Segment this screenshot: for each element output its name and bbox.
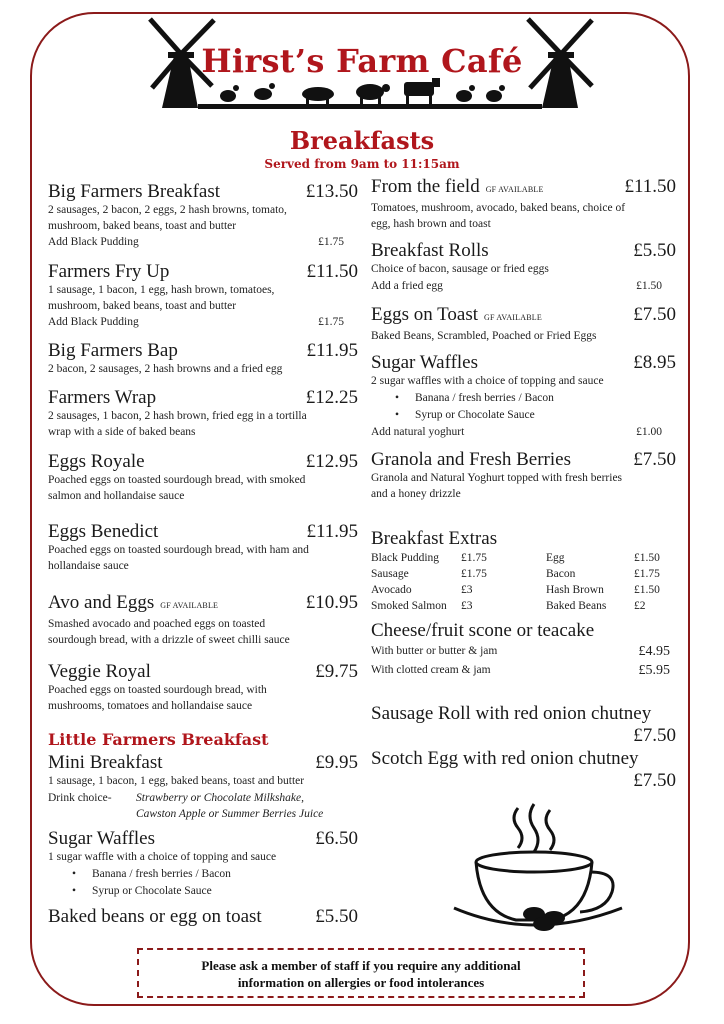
menu-item-price: £11.50 bbox=[624, 176, 676, 197]
extra-price: £1.75 bbox=[461, 568, 487, 580]
menu-item-price: £11.95 bbox=[306, 340, 358, 361]
menu-item-title: Sugar Waffles bbox=[371, 352, 478, 373]
menu-item-description: mushroom, baked beans, toast and butter bbox=[48, 219, 237, 232]
drink-choice-label: Drink choice- bbox=[48, 791, 112, 804]
menu-item bbox=[48, 592, 358, 648]
extra-price: £1.75 bbox=[634, 568, 660, 580]
page-title: Breakfasts bbox=[289, 126, 435, 155]
menu-item-description: hollandaise sauce bbox=[48, 559, 129, 572]
menu-item bbox=[48, 451, 358, 504]
menu-item bbox=[48, 906, 358, 928]
menu-item-header bbox=[371, 176, 676, 201]
menu-item bbox=[48, 661, 358, 714]
gf-available-badge: GF AVAILABLE bbox=[484, 313, 542, 322]
add-on-row bbox=[48, 314, 358, 330]
menu-item-title: Breakfast Rolls bbox=[371, 240, 489, 261]
menu-item-price: £9.95 bbox=[315, 752, 358, 773]
menu-item-description: and a honey drizzle bbox=[371, 487, 461, 500]
title-group bbox=[371, 176, 544, 201]
menu-item bbox=[371, 748, 676, 792]
add-on-price: £1.75 bbox=[318, 236, 344, 248]
menu-item-header bbox=[48, 387, 358, 409]
menu-item-header bbox=[48, 521, 358, 543]
menu-item bbox=[48, 387, 358, 440]
menu-item-title: Farmers Fry Up bbox=[48, 261, 170, 282]
bullet-icon: • bbox=[395, 391, 400, 404]
menu-item-description: Choice of bacon, sausage or fried eggs bbox=[371, 263, 549, 275]
menu-item-description: mushroom, baked beans, toast and butter bbox=[48, 299, 237, 312]
scone-option bbox=[371, 642, 676, 661]
bullet-option bbox=[371, 390, 676, 407]
served-times: Served from 9am to 11:15am bbox=[264, 157, 460, 171]
title-group bbox=[371, 352, 478, 374]
add-on-row bbox=[371, 278, 676, 294]
menu-item-title: Veggie Royal bbox=[48, 661, 151, 682]
menu-item-price: £12.95 bbox=[305, 451, 358, 472]
menu-item-description: Poached eggs on toasted sourdough bread, with smoked bbox=[48, 474, 306, 486]
extra-price: £3 bbox=[461, 584, 473, 596]
bullet-icon: • bbox=[395, 408, 400, 421]
menu-item-title: Granola and Fresh Berries bbox=[371, 449, 571, 470]
menu-item-header bbox=[48, 181, 358, 203]
scone-option-price: £4.95 bbox=[638, 644, 670, 659]
scone-section bbox=[371, 620, 676, 680]
menu-item-title: Sausage Roll with red onion chutney bbox=[371, 703, 652, 724]
coffee-cup-illustration bbox=[448, 800, 638, 934]
cafe-name: Hirst’s Farm Café bbox=[201, 42, 523, 80]
menu-item-title: Mini Breakfast bbox=[48, 752, 163, 773]
gf-available-badge: GF AVAILABLE bbox=[160, 601, 219, 610]
menu-item-title: From the field bbox=[371, 176, 480, 197]
menu-item bbox=[371, 449, 676, 502]
menu-item-description: 1 sausage, 1 bacon, 1 egg, baked beans, toast and butter bbox=[48, 775, 305, 787]
title-group bbox=[371, 240, 489, 262]
title-group bbox=[48, 261, 169, 283]
extra-price: £1.50 bbox=[634, 552, 660, 564]
extra-price: £1.75 bbox=[461, 552, 487, 564]
scone-option bbox=[371, 661, 676, 680]
menu-item-description: sourdough bread, with a drizzle of sweet chilli sauce bbox=[48, 633, 290, 646]
menu-item bbox=[371, 304, 676, 345]
extra-name: Black Pudding bbox=[371, 552, 440, 564]
bullet-text: Syrup or Chocolate Sauce bbox=[415, 408, 535, 421]
menu-item-header bbox=[48, 451, 358, 473]
little-farmers-heading: Little Farmers Breakfast bbox=[48, 730, 269, 749]
title-group bbox=[48, 181, 220, 203]
extras-grid bbox=[371, 550, 676, 614]
title-group bbox=[371, 449, 571, 471]
drink-options bbox=[136, 790, 358, 822]
menu-item-price: £11.95 bbox=[306, 521, 358, 542]
menu-item-header bbox=[48, 906, 358, 928]
menu-item-price: £7.50 bbox=[633, 770, 676, 791]
menu-item-description: Poached eggs on toasted sourdough bread, with bbox=[48, 684, 267, 696]
menu-item-header bbox=[371, 240, 676, 262]
add-on-row bbox=[48, 234, 358, 250]
drink-option: Strawberry or Chocolate Milkshake, bbox=[136, 791, 305, 804]
bullet-text: Syrup or Chocolate Sauce bbox=[92, 884, 212, 897]
menu-item-header bbox=[48, 752, 358, 774]
title-group bbox=[48, 828, 155, 850]
menu-item-description: 1 sausage, 1 bacon, 1 egg, hash brown, tomatoes, bbox=[48, 284, 275, 296]
menu-item-description: egg, hash brown and toast bbox=[371, 217, 491, 230]
scone-option-label: With butter or butter & jam bbox=[371, 645, 498, 657]
menu-item-description: 1 sugar waffle with a choice of topping and sauce bbox=[48, 851, 277, 863]
menu-item-description: 2 sausages, 2 bacon, 2 eggs, 2 hash browns, tomato, bbox=[48, 204, 287, 216]
menu-item-price: £7.50 bbox=[633, 725, 676, 746]
bullet-text: Banana / fresh berries / Bacon bbox=[415, 391, 554, 404]
title-group bbox=[48, 451, 145, 473]
title-group bbox=[48, 752, 163, 774]
add-on-price: £1.00 bbox=[636, 425, 662, 438]
menu-item-title: Sugar Waffles bbox=[48, 828, 155, 849]
menu-item bbox=[48, 181, 358, 250]
menu-item-description: Baked Beans, Scrambled, Poached or Fried Eggs bbox=[371, 330, 597, 342]
add-on-label: Add Black Pudding bbox=[48, 236, 139, 248]
add-on-label: Add natural yoghurt bbox=[371, 425, 465, 438]
menu-item-title: Big Farmers Breakfast bbox=[48, 181, 221, 202]
menu-item-description: mushrooms, tomatoes and hollandaise sauce bbox=[48, 699, 253, 712]
scone-title: Cheese/fruit scone or teacake bbox=[371, 620, 595, 641]
gf-available-badge: GF AVAILABLE bbox=[485, 185, 544, 194]
drink-option: Cawston Apple or Summer Berries Juice bbox=[136, 807, 324, 820]
menu-item-description: Tomatoes, mushroom, avocado, baked beans, choice of bbox=[371, 202, 626, 214]
menu-item-description: Smashed avocado and poached eggs on toasted bbox=[48, 618, 266, 630]
title-group bbox=[48, 592, 218, 617]
menu-item bbox=[48, 521, 358, 574]
extras-title: Breakfast Extras bbox=[371, 528, 498, 549]
menu-item-price: £7.50 bbox=[633, 449, 676, 470]
extra-name: Egg bbox=[546, 552, 565, 564]
menu-item-price: £12.25 bbox=[305, 387, 358, 408]
menu-item-description: 2 bacon, 2 sausages, 2 hash browns and a fried egg bbox=[48, 363, 283, 375]
menu-item bbox=[48, 828, 358, 900]
menu-item-title: Avo and Eggs bbox=[48, 592, 155, 613]
title-group bbox=[371, 304, 542, 329]
extra-name: Hash Brown bbox=[546, 584, 604, 596]
add-on-row bbox=[371, 424, 676, 440]
menu-item-header bbox=[48, 828, 358, 850]
menu-item-description: salmon and hollandaise sauce bbox=[48, 489, 185, 502]
extra-price: £1.50 bbox=[634, 584, 660, 596]
title-group bbox=[48, 340, 178, 362]
menu-item-price: £5.50 bbox=[633, 240, 676, 261]
menu-item-title: Scotch Egg with red onion chutney bbox=[371, 748, 639, 769]
extra-price: £3 bbox=[461, 600, 473, 612]
bullet-icon: • bbox=[72, 867, 77, 880]
drink-choice bbox=[48, 790, 358, 822]
breakfast-extras bbox=[371, 528, 676, 614]
add-on-label: Add Black Pudding bbox=[48, 316, 139, 328]
menu-item bbox=[371, 703, 676, 747]
menu-item-price-row bbox=[371, 770, 676, 792]
menu-item-header bbox=[48, 661, 358, 683]
menu-item-title: Baked beans or egg on toast bbox=[48, 906, 262, 927]
menu-item-price: £7.50 bbox=[633, 304, 676, 325]
menu-item bbox=[48, 261, 358, 330]
menu-item-header bbox=[48, 340, 358, 362]
menu-item-description: 2 sugar waffles with a choice of topping and sauce bbox=[371, 375, 604, 387]
menu-item-price: £8.95 bbox=[633, 352, 676, 373]
allergy-notice bbox=[137, 948, 585, 998]
scone-option-price: £5.95 bbox=[638, 663, 670, 678]
extra-name: Smoked Salmon bbox=[371, 600, 447, 612]
bullet-text: Banana / fresh berries / Bacon bbox=[92, 867, 231, 880]
menu-item-price: £10.95 bbox=[305, 592, 358, 613]
menu-item-title: Big Farmers Bap bbox=[48, 340, 178, 361]
menu-item-header bbox=[371, 304, 676, 329]
menu-item-description: Poached eggs on toasted sourdough bread, with ham and bbox=[48, 544, 309, 556]
menu-item-description: 2 sausages, 1 bacon, 2 hash brown, fried egg in a tortilla bbox=[48, 410, 307, 422]
extra-name: Avocado bbox=[371, 584, 412, 596]
add-on-price: £1.75 bbox=[318, 316, 344, 328]
add-on-price: £1.50 bbox=[636, 279, 662, 292]
menu-item-price: £9.75 bbox=[315, 661, 358, 682]
title-group bbox=[48, 906, 262, 928]
menu-item bbox=[48, 752, 358, 822]
title-group bbox=[48, 521, 158, 543]
menu-item-title: Eggs on Toast bbox=[371, 304, 479, 325]
allergy-notice-line2: information on allergies or food intolerances bbox=[237, 975, 485, 990]
bullet-option bbox=[371, 407, 676, 424]
menu-item-description: wrap with a side of baked beans bbox=[48, 425, 196, 438]
menu-item-price: £6.50 bbox=[315, 828, 358, 849]
bullet-option bbox=[48, 883, 358, 900]
bullet-option bbox=[48, 866, 358, 883]
extra-name: Bacon bbox=[546, 568, 576, 580]
menu-item-title: Farmers Wrap bbox=[48, 387, 157, 408]
allergy-notice-line1: Please ask a member of staff if you require any additional bbox=[201, 958, 521, 973]
menu-item-header bbox=[48, 592, 358, 617]
menu-item-header bbox=[371, 449, 676, 471]
add-on-label: Add a fried egg bbox=[371, 279, 443, 292]
menu-item-price: £5.50 bbox=[315, 906, 358, 927]
menu-item bbox=[371, 240, 676, 294]
menu-item-header bbox=[48, 261, 358, 283]
menu-item-title: Eggs Royale bbox=[48, 451, 145, 472]
menu-item bbox=[371, 352, 676, 440]
menu-item-price: £13.50 bbox=[305, 181, 358, 202]
title-group bbox=[48, 661, 151, 683]
extra-price: £2 bbox=[634, 600, 646, 612]
menu-item bbox=[371, 176, 676, 232]
scone-option-label: With clotted cream & jam bbox=[371, 664, 491, 676]
menu-item-price: £11.50 bbox=[306, 261, 358, 282]
menu-item-description: Granola and Natural Yoghurt topped with fresh berries bbox=[371, 472, 623, 484]
title-group bbox=[48, 387, 156, 409]
menu-item-price-row bbox=[371, 725, 676, 747]
menu-item bbox=[48, 340, 358, 378]
menu-item-header bbox=[371, 352, 676, 374]
bullet-icon: • bbox=[72, 884, 77, 897]
extra-name: Sausage bbox=[371, 568, 409, 580]
menu-item-title: Eggs Benedict bbox=[48, 521, 159, 542]
extra-name: Baked Beans bbox=[546, 600, 607, 612]
